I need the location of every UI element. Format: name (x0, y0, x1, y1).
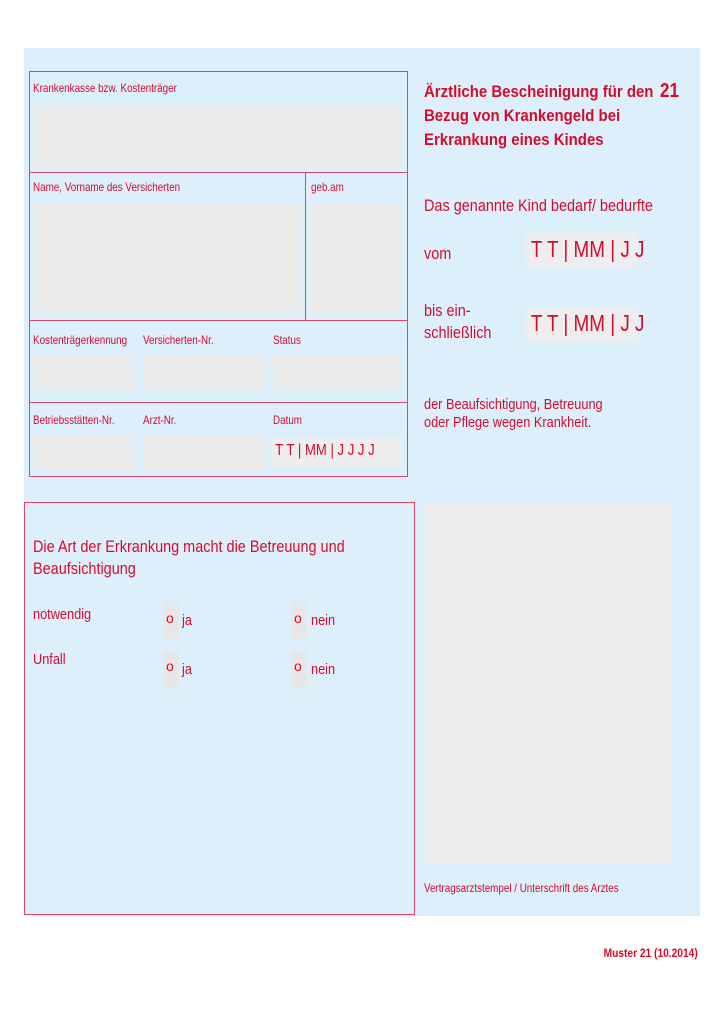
status-label: Status (273, 333, 301, 347)
until-label (424, 300, 491, 344)
insurer-label: Krankenkasse bzw. Kostenträger (33, 81, 177, 95)
radio-circle: o (294, 658, 302, 674)
divider (29, 402, 408, 403)
dob-field[interactable] (310, 204, 402, 314)
payer-id-label: Kostenträgerkennung (33, 333, 128, 347)
radio-circle: o (166, 610, 174, 626)
doctor-no-field[interactable] (143, 436, 266, 470)
form-number: 21 (660, 80, 679, 102)
accident-no-label: nein (311, 661, 336, 678)
doctor-no-label: Arzt-Nr. (143, 413, 177, 427)
radio-circle: o (166, 658, 174, 674)
stamp-signature-field[interactable] (425, 504, 672, 864)
issue-date-field[interactable] (272, 438, 402, 466)
accident-yes-label: ja (182, 661, 192, 678)
necessary-yes-label: ja (182, 612, 192, 629)
accident-label: Unfall (33, 651, 66, 668)
form-version: Muster 21 (10.2014) (603, 946, 698, 960)
care-reason-line: oder Pflege wegen Krankheit. (424, 414, 592, 431)
form-title-line: Erkrankung eines Kindes (424, 130, 604, 149)
insurer-field[interactable] (33, 105, 402, 167)
insured-no-label: Versicherten-Nr. (143, 333, 214, 347)
name-label: Name, Vorname des Versicherten (33, 180, 181, 194)
care-statement (33, 536, 345, 580)
site-no-field[interactable] (33, 436, 133, 470)
status-field[interactable] (273, 355, 401, 389)
form-title-line: Bezug von Krankengeld bei (424, 106, 621, 125)
necessary-no-label: nein (311, 612, 336, 629)
site-no-label: Betriebsstätten-Nr. (33, 413, 115, 427)
care-statement-line: Die Art der Erkrankung macht die Betreuung und (33, 537, 345, 556)
date-label: Datum (273, 413, 302, 427)
period-intro: Das genannte Kind bedarf/ bedurfte (424, 196, 653, 215)
care-reason (424, 396, 603, 432)
payer-id-field[interactable] (33, 355, 133, 389)
radio-circle: o (294, 610, 302, 626)
divider (305, 172, 306, 320)
divider (29, 320, 408, 321)
divider (29, 172, 408, 173)
insured-no-field[interactable] (143, 355, 266, 389)
care-reason-line: der Beaufsichtigung, Betreuung (424, 396, 603, 413)
until-label-line: schließlich (424, 323, 492, 342)
until-label-line: bis ein- (424, 301, 471, 320)
necessary-label: notwendig (33, 606, 92, 623)
until-date-field[interactable]: T T | MM | J J (526, 307, 638, 341)
form-title-line: Ärztliche Bescheinigung für den (424, 82, 654, 101)
name-field[interactable] (33, 204, 302, 314)
issue-date-placeholder: T T | MM | J J J J (275, 442, 375, 459)
care-statement-line: Beaufsichtigung (33, 559, 136, 578)
from-label: vom (424, 244, 452, 263)
stamp-caption: Vertragsarztstempel / Unterschrift des Arztes (424, 881, 619, 895)
form-title (424, 80, 653, 152)
from-date-field[interactable]: T T | MM | J J (526, 233, 638, 267)
dob-label: geb.am (311, 180, 344, 194)
